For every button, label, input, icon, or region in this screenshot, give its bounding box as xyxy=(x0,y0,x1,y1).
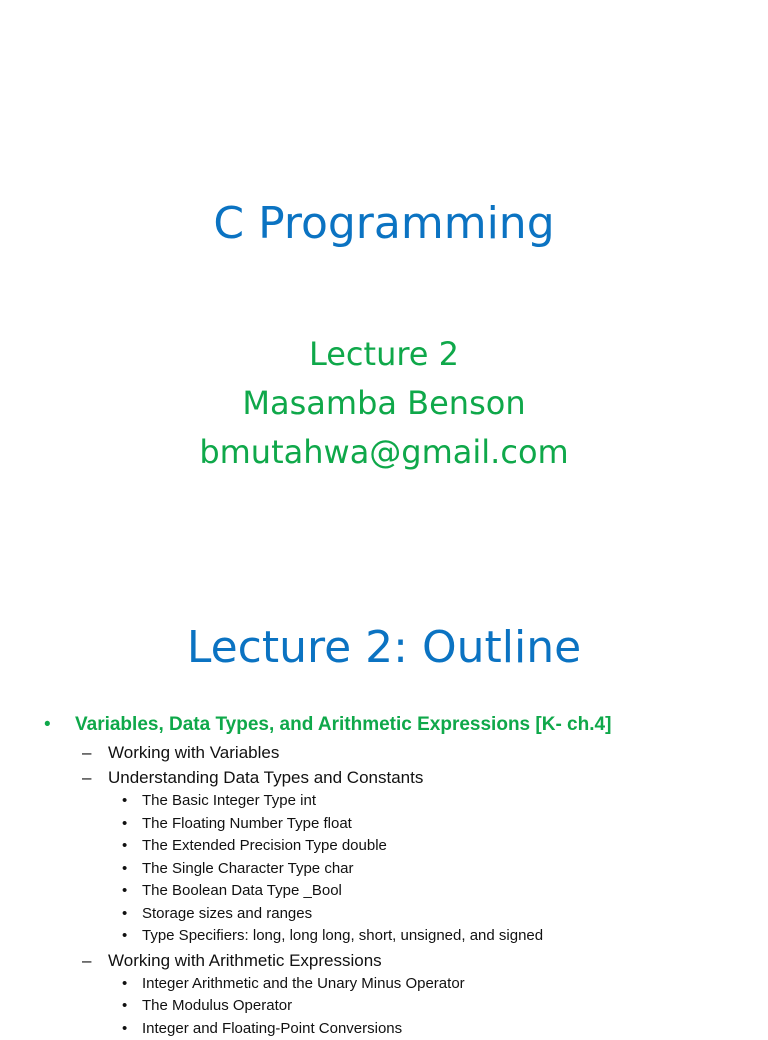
bullet-icon: • xyxy=(122,925,127,948)
outline-subitem xyxy=(0,973,768,996)
bullet-icon: • xyxy=(122,973,127,996)
outline-subitem-label: The Boolean Data Type _Bool xyxy=(142,882,342,899)
outline-subitem xyxy=(0,903,768,926)
outline-subitem xyxy=(0,925,768,948)
subtitle-block xyxy=(0,330,768,477)
bullet-icon: • xyxy=(122,858,127,881)
outline-section-label: Variables, Data Types, and Arithmetic Expressions [K- ch.4] xyxy=(75,714,611,735)
outline-subitem-label: The Extended Precision Type double xyxy=(142,837,387,854)
dash-icon: – xyxy=(82,948,91,973)
dash-icon: – xyxy=(82,740,91,765)
bullet-icon: • xyxy=(122,790,127,813)
presentation-title: C Programming xyxy=(0,196,768,252)
bullet-icon: • xyxy=(122,995,127,1018)
bullet-icon: • xyxy=(122,813,127,836)
outline-subitem xyxy=(0,790,768,813)
outline-subitem xyxy=(0,835,768,858)
outline-subitem-label: Type Specifiers: long, long long, short, unsigned, and signed xyxy=(142,927,543,944)
lecture-number: Lecture 2 xyxy=(0,330,768,379)
outline-subitem-label: Integer and Floating-Point Conversions xyxy=(142,1020,402,1037)
author-name: Masamba Benson xyxy=(0,379,768,428)
outline-item xyxy=(0,740,768,765)
outline-subitem xyxy=(0,880,768,903)
outline-subitem-label: The Basic Integer Type int xyxy=(142,792,316,809)
outline-slide xyxy=(0,576,768,1024)
outline-item-label: Understanding Data Types and Constants xyxy=(108,768,423,787)
outline-section xyxy=(0,710,768,740)
outline-subitem-label: Integer Arithmetic and the Unary Minus Operator xyxy=(142,975,465,992)
dash-icon: – xyxy=(82,765,91,790)
outline-subitem-label: The Single Character Type char xyxy=(142,860,354,877)
bullet-icon: • xyxy=(122,1018,127,1040)
author-email: bmutahwa@gmail.com xyxy=(0,428,768,477)
outline-subitem-label: Storage sizes and ranges xyxy=(142,905,312,922)
outline-subitem xyxy=(0,995,768,1018)
outline-subitem-label: The Modulus Operator xyxy=(142,997,292,1014)
outline-subitem xyxy=(0,1018,768,1040)
outline-subitem xyxy=(0,813,768,836)
outline-list xyxy=(0,710,768,1040)
bullet-icon: • xyxy=(44,710,51,740)
bullet-icon: • xyxy=(122,835,127,858)
outline-item xyxy=(0,948,768,973)
outline-title: Lecture 2: Outline xyxy=(0,620,768,676)
outline-item xyxy=(0,765,768,790)
outline-item-label: Working with Arithmetic Expressions xyxy=(108,951,382,970)
outline-subitem-label: The Floating Number Type float xyxy=(142,815,352,832)
bullet-icon: • xyxy=(122,880,127,903)
bullet-icon: • xyxy=(122,903,127,926)
outline-item-label: Working with Variables xyxy=(108,743,279,762)
outline-subitem xyxy=(0,858,768,881)
